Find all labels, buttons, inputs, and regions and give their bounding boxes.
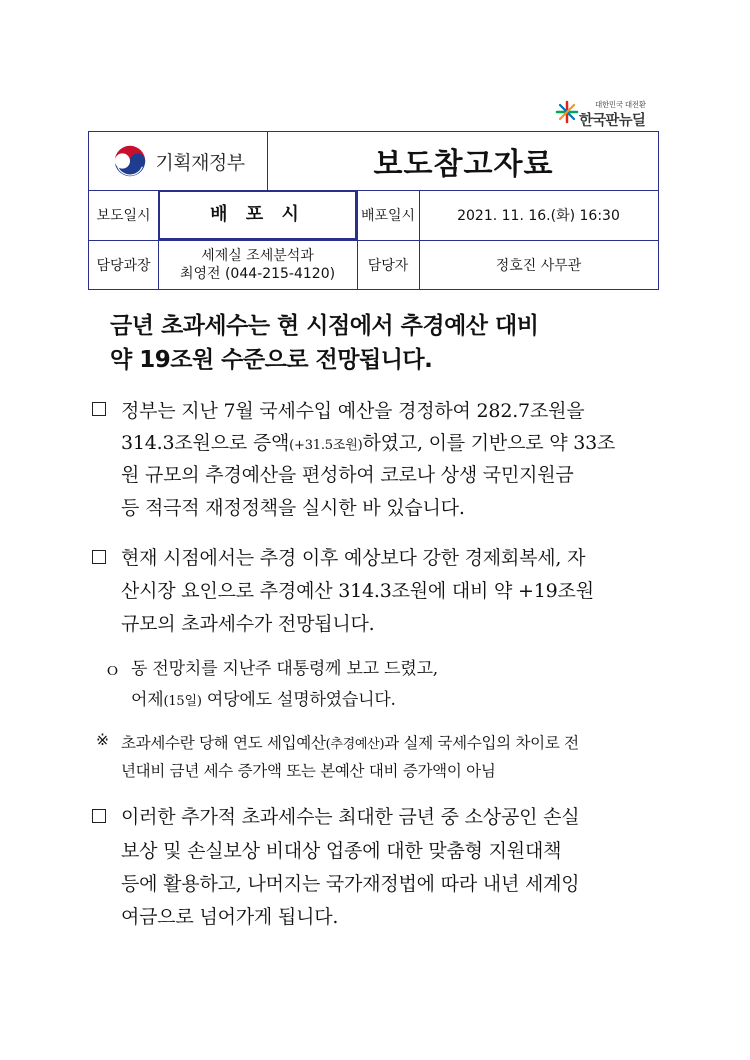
- release-time-text: 배 포 시: [210, 204, 305, 225]
- sub-bullet-icon: ｏ: [104, 660, 121, 680]
- p1-line-3: 원 규모의 추경예산을 편성하여 코로나 상생 국민지원금: [121, 464, 574, 486]
- sub-line-1: 동 전망치를 지난주 대통령께 보고 드렸고,: [131, 659, 438, 679]
- department-head-label: 담당과장: [96, 257, 151, 274]
- p1-line-4: 등 적극적 재정정책을 실시한 바 있습니다.: [121, 497, 465, 519]
- p3-line-3: 등에 활용하고, 나머지는 국가재정법에 따라 내년 세계잉: [121, 873, 580, 895]
- p3-line-4: 여금으로 넘어가게 됩니다.: [121, 906, 339, 928]
- press-header-table: [88, 131, 659, 290]
- p1-line-2: 314.3조원으로 증액(+31.5조원)하였고, 이를 기반으로 약 33조: [121, 432, 616, 454]
- distribution-time-label: 배포일시: [360, 208, 416, 224]
- sub-line-2: 어제(15일) 여당에도 설명하였습니다.: [131, 690, 396, 710]
- p1-line-1: 정부는 지난 7월 국세수입 예산을 경정하여 282.7조원을: [121, 400, 585, 422]
- p3-line-2: 보상 및 손실보상 비대상 업종에 대한 맞춤형 지원대책: [121, 840, 562, 862]
- headline-line-1: 금년 초과세수는 현 시점에서 추경예산 대비: [110, 313, 539, 339]
- p2-line-3: 규모의 초과세수가 전망됩니다.: [121, 613, 375, 635]
- p3-line-1: 이러한 추가적 초과세수는 최대한 금년 중 소상공인 손실: [121, 806, 580, 828]
- contact-person-label: 담당자: [367, 257, 409, 274]
- p2-line-2: 산시장 요인으로 추경예산 314.3조원에 대비 약 +19조원: [121, 580, 594, 602]
- distribution-time-value: 2021. 11. 16.(화) 16:30: [457, 208, 620, 224]
- document-type-title: 보도참고자료: [373, 147, 554, 182]
- checkbox-bullet-icon: [92, 809, 106, 823]
- headline-line-2: 약 19조원 수준으로 전망됩니다.: [110, 347, 433, 373]
- release-time-value: [158, 190, 357, 240]
- korean-new-deal-logo-icon: [555, 100, 579, 124]
- korean-new-deal-logo: [555, 98, 660, 130]
- contact-person-value: 정호진 사무관: [495, 257, 582, 274]
- note-mark: ※: [96, 731, 109, 749]
- checkbox-bullet-icon: [92, 550, 106, 564]
- logo-slogan: 대한민국 대전환: [595, 100, 646, 109]
- department-head-value: [158, 240, 357, 289]
- p2-line-1: 현재 시점에서는 추경 이후 예상보다 강한 경제회복세, 자: [121, 547, 586, 569]
- release-time-label: 보도일시: [96, 208, 151, 224]
- note-line-2: 년대비 금년 세수 증가액 또는 본예산 대비 증가액이 아님: [121, 762, 496, 780]
- department-head-contact: 최영전 (044-215-4120): [179, 265, 336, 282]
- note-line-1: 초과세수란 당해 연도 세입예산(추경예산)과 실제 국세수입의 차이로 전: [121, 734, 579, 752]
- ministry-name: 기획재정부: [155, 151, 245, 174]
- department-name: 세제실 조세분석과: [201, 247, 314, 264]
- taegeuk-emblem-icon: [111, 142, 149, 180]
- ministry-logo: [89, 132, 267, 190]
- checkbox-bullet-icon: [92, 402, 106, 416]
- logo-brand: 한국판뉴딜: [579, 113, 646, 129]
